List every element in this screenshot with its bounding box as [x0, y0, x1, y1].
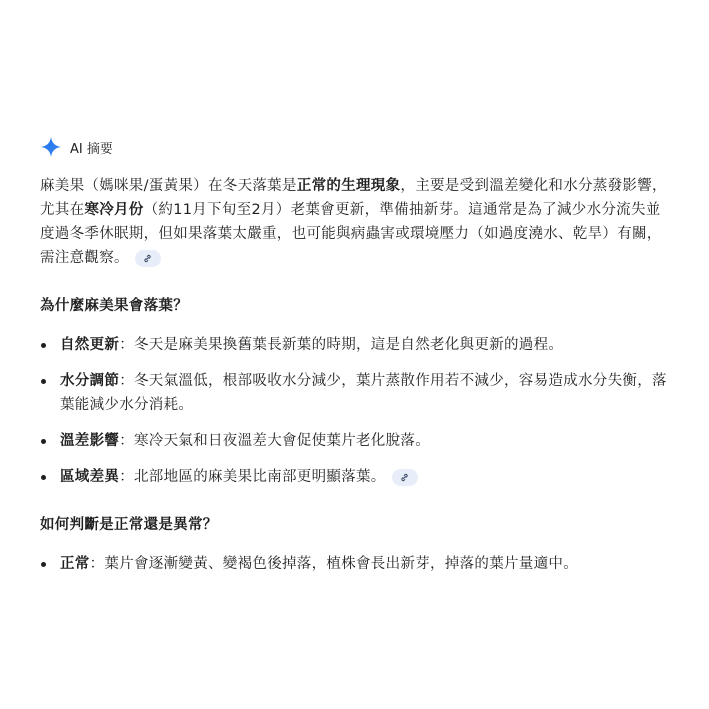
list-item-term: 正常 [60, 556, 90, 572]
list-item [40, 333, 672, 357]
list-item-term: 水分調節 [60, 373, 120, 389]
bullet-dot [41, 475, 46, 480]
list-item-term: 溫差影響 [60, 433, 120, 449]
list-item-text: ：北部地區的麻美果比南部更明顯落葉。 [119, 469, 386, 485]
source-link-chip[interactable] [135, 250, 161, 267]
list-item [40, 552, 672, 576]
ai-overview-header [40, 132, 672, 162]
ai-overview [40, 132, 672, 588]
list-item [40, 465, 672, 489]
section-heading-how: 如何判斷是正常還是異常？ [40, 517, 218, 533]
why-list [40, 333, 672, 489]
list-item-text: ：冬天氣溫低，根部吸收水分減少，葉片蒸散作用若不減少，容易造成水分失衡，落葉能減少水分消耗。 [60, 373, 667, 413]
list-item-term: 區域差異 [60, 469, 120, 485]
intro-text-3: （約11月下旬至2月）老葉會更新，準備抽新芽。這通常是為了減少水分流失並度過冬季休眠期，但如果落葉太嚴重，也可能與病蟲害或環境壓力（如過度澆水、乾旱）有關，需注意觀察。 [40, 202, 662, 266]
link-icon [399, 472, 410, 483]
list-item-text: ：寒冷天氣和日夜溫差大會促使葉片老化脫落。 [119, 433, 431, 449]
intro-text-2: ，主要是受到溫差變化和水分蒸發影響，尤其在 [40, 178, 667, 218]
list-item-text: ：冬天是麻美果換舊葉長新葉的時期，這是自然老化與更新的過程。 [119, 337, 564, 353]
list-item-term: 自然更新 [60, 337, 120, 353]
bullet-dot [41, 439, 46, 444]
intro-text-1: 麻美果（媽咪果/蛋黃果）在冬天落葉是 [40, 178, 297, 194]
list-item [40, 369, 672, 417]
intro-bold-2: 寒冷月份 [84, 202, 144, 218]
intro-bold-1: 正常的生理現象 [296, 178, 401, 194]
bullet-dot [41, 379, 46, 384]
ai-overview-title: AI 摘要 [70, 141, 113, 157]
section-heading-why: 為什麼麻美果會落葉？ [40, 298, 188, 314]
how-list [40, 552, 672, 576]
link-icon [142, 253, 153, 264]
bullet-dot [41, 343, 46, 348]
list-item [40, 429, 672, 453]
source-link-chip[interactable] [392, 469, 418, 486]
ai-sparkle-icon [40, 136, 62, 158]
list-item-text: ：葉片會逐漸變黃、變褐色後掉落，植株會長出新芽，掉落的葉片量適中。 [89, 556, 579, 572]
bullet-dot [41, 562, 46, 567]
intro-paragraph [40, 174, 672, 270]
